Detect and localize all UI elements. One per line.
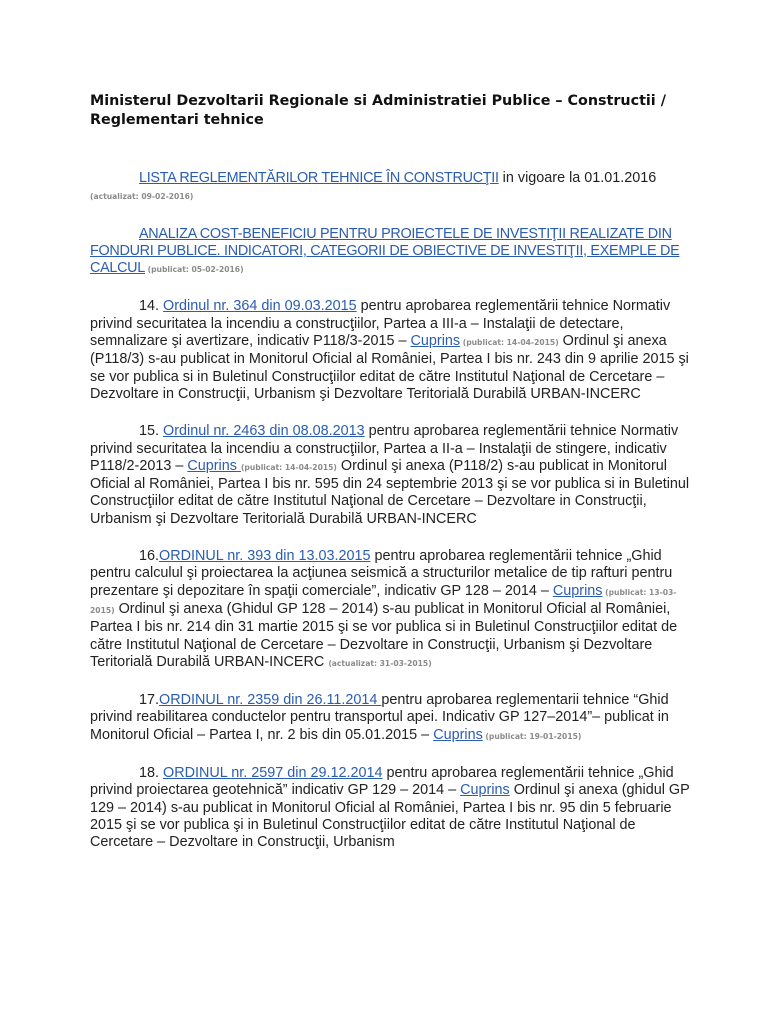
- cuprins-link[interactable]: Cuprins: [460, 782, 510, 799]
- published-tag: (publicat: 14-04-2015): [460, 338, 559, 348]
- lista-reglementari-link[interactable]: LISTA REGLEMENTĂRILOR TEHNICE ÎN CONSTRUCŢII: [139, 170, 499, 186]
- published-tag: (publicat: 13-03-2015): [90, 587, 677, 615]
- cuprins-link[interactable]: Cuprins: [410, 333, 461, 350]
- paragraph-lista: LISTA REGLEMENTĂRILOR TEHNICE ÎN CONSTRUCŢII in vigoare la 01.01.2016 (actualizat: 09-02-2016): [90, 170, 657, 202]
- cuprins-link[interactable]: Cuprins: [552, 582, 603, 599]
- updated-tag: (actualizat: 09-02-2016): [90, 192, 194, 202]
- ordinul-2359-link[interactable]: ORDINUL nr. 2359 din 26.11.2014: [159, 692, 382, 709]
- analiza-cost-beneficiu-link[interactable]: ANALIZA COST-BENEFICIU PENTRU PROIECTELE DE INVESTIŢII REALIZATE DIN FONDURI PUBLICE. INDICATORI, CATEGORII DE OBIECTIVE DE INVESTIŢII, EXEMPLE DE CALCUL: [90, 225, 680, 277]
- paragraph-item-15: 15. Ordinul nr. 2463 din 08.08.2013 pentru aprobarea reglementării tehnice Normativ privind securitatea la incendiu a construcţiilor, Partea a II-a – Instalaţii de stingere, indicativ P118/2-2013 – Cuprins (publicat: 14-04-2015) Ordinul şi anexa (P118/2) s-au publicat in Monitorul Oficial al României, Partea I bis nr. 595 din 24 septembrie 2013 şi se vor publica si in Buletinul Construcţiilor editat de către Institutul Naţional de Cercetare – Dezvoltare in Construcţii, Urbanism şi Dezvoltare Teritorială Durabilă URBAN-INCERC: [90, 423, 690, 527]
- cuprins-link[interactable]: Cuprins: [433, 726, 483, 743]
- item-number: 16.: [139, 548, 160, 565]
- cuprins-link[interactable]: Cuprins: [187, 457, 241, 474]
- ordinul-393-link[interactable]: ORDINUL nr. 393 din 13.03.2015: [159, 548, 371, 565]
- paragraph-analiza: [90, 226, 690, 279]
- ordinul-364-link[interactable]: Ordinul nr. 364 din 09.03.2015: [163, 298, 357, 315]
- ordinul-2597-link[interactable]: ORDINUL nr. 2597 din 29.12.2014: [163, 765, 383, 782]
- paragraph-item-14: 14. Ordinul nr. 364 din 09.03.2015 pentru aprobarea reglementării tehnice Normativ privind securitatea la incendiu a construcţiilor, Partea a III-a – Instalaţii de detectare, semnalizare şi avertizare, indicativ P118/3-2015 – Cuprins (publicat: 14-04-2015) Ordinul şi anexa (P118/3) s-au publicat in Monitorul Oficial al României, Partea I bis nr. 243 din 9 aprilie 2015 şi se vor publica si in Buletinul Construcţiilor editat de către Institutul Naţional de Cercetare – Dezvoltare in Construcţii, Urbanism şi Dezvoltare Teritorială Durabilă URBAN-INCERC: [90, 298, 689, 402]
- published-tag: (publicat: 05-02-2016): [144, 265, 244, 275]
- page-title: Ministerul Dezvoltarii Regionale si Administratiei Publice – Constructii / Reglementari tehnice: [90, 93, 666, 128]
- published-tag: (publicat: 19-01-2015): [482, 731, 582, 741]
- updated-tag: (actualizat: 31-03-2015): [328, 658, 432, 668]
- paragraph-item-17: 17.ORDINUL nr. 2359 din 26.11.2014 pentru aprobarea reglementarii tehnice “Ghid privind reabilitarea conductelor pentru transportul apei. Indicativ GP 127–2014”– publicat in Monitorul Oficial – Partea I, nr. 2 bis din 05.01.2015 – Cuprins (publicat: 19-01-2015): [90, 692, 669, 743]
- item-number: 15.: [139, 423, 164, 440]
- published-tag: (publicat: 14-04-2015): [240, 462, 337, 472]
- item-number: 14.: [139, 298, 164, 315]
- item-number: 18.: [139, 765, 164, 782]
- item-number: 17.: [139, 692, 160, 709]
- paragraph-item-18: 18. ORDINUL nr. 2597 din 29.12.2014 pentru aprobarea reglementării tehnice „Ghid privind proiectarea geotehnică” indicativ GP 129 – 2014 – Cuprins Ordinul şi anexa (ghidul GP 129 – 2014) s-au publicat in Monitorul Oficial al României, Partea I bis nr. 95 din 5 februarie 2015 şi se vor publica şi in Buletinul Construcţiilor editat de către Institutul Naţional de Cercetare – Dezvoltare in Construcţii, Urbanism: [90, 765, 690, 851]
- ordinul-2463-link[interactable]: Ordinul nr. 2463 din 08.08.2013: [163, 423, 365, 440]
- paragraph-item-16: 16.ORDINUL nr. 393 din 13.03.2015 pentru aprobarea reglementării tehnice „Ghid pentru calculul şi proiectarea la acţiunea seismică a structurilor metalice de tip rafturi pentru prezentare şi depozitare în spaţii comerciale”, indicativ GP 128 – 2014 – Cuprins (publicat: 13-03-2015) Ordinul şi anexa (Ghidul GP 128 – 2014) s-au publicat in Monitorul Oficial al României, Partea I bis nr. 214 din 31 martie 2015 şi se vor publica si in Buletinul Construcţiilor editat de către Institutul Naţional de Cercetare – Dezvoltare in Construcţii, Urbanism şi Dezvoltare Teritorială Durabilă URBAN-INCERC (actualizat: 31-03-2015): [90, 548, 678, 670]
